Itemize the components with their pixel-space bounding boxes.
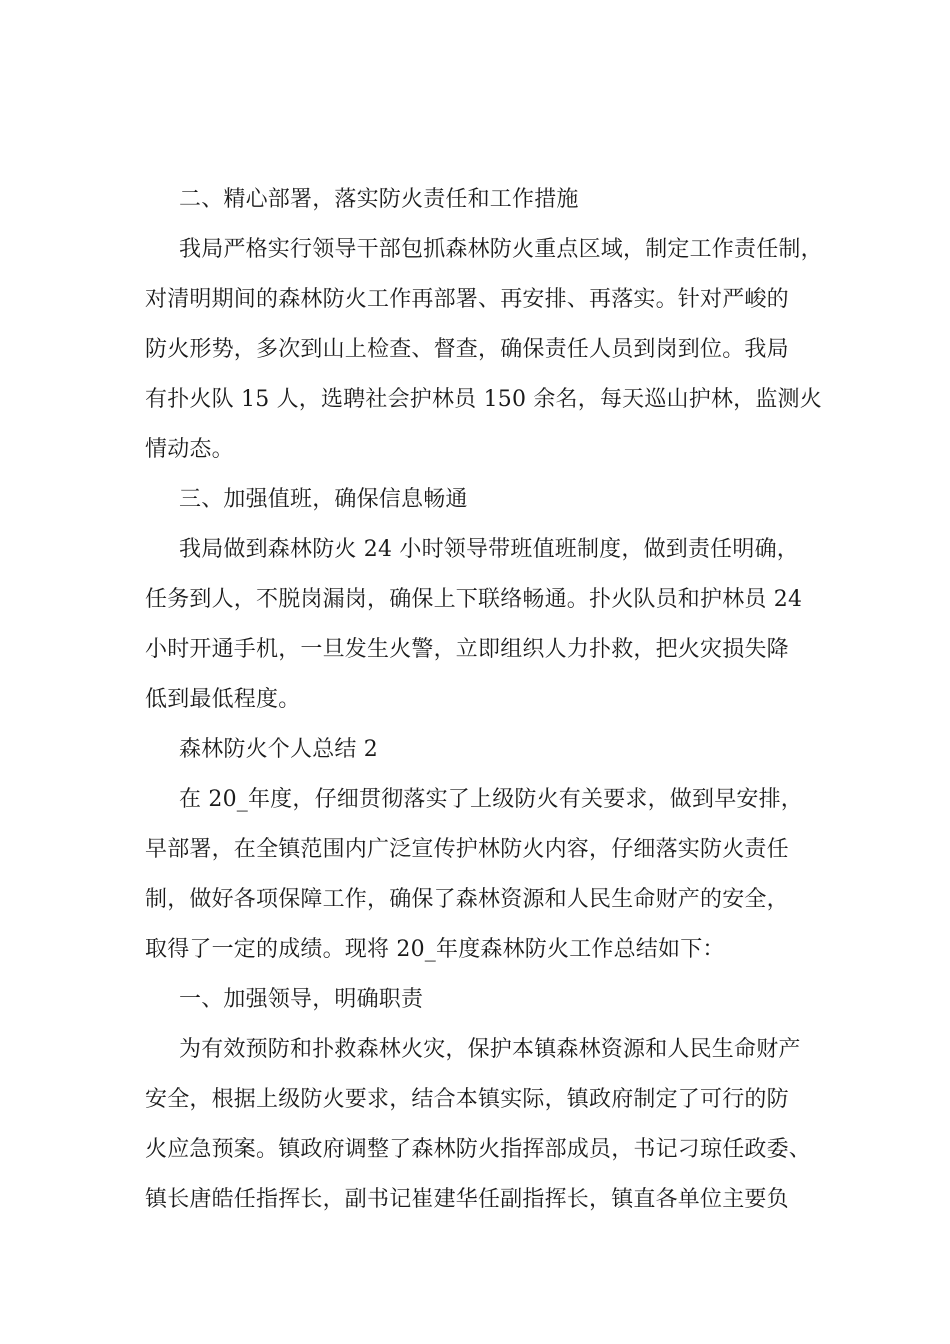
paragraph-line: 小时开通手机，一旦发生火警，立即组织人力扑救，把火灾损失降 [145, 637, 789, 662]
paragraph-line: 制，做好各项保障工作，确保了森林资源和人民生命财产的安全， [145, 887, 789, 912]
section-heading-1: 一、加强领导，明确职责 [179, 987, 424, 1012]
paragraph-line: 火应急预案。镇政府调整了森林防火指挥部成员，书记刁琼任政委、 [145, 1137, 812, 1162]
paragraph-line: 取得了一定的成绩。现将 20_年度森林防火工作总结如下： [145, 937, 725, 962]
paragraph-line: 情动态。 [145, 437, 234, 462]
paragraph-line: 镇长唐皓任指挥长，副书记崔建华任副指挥长，镇直各单位主要负 [145, 1187, 789, 1212]
paragraph-line: 我局严格实行领导干部包抓森林防火重点区域，制定工作责任制， [179, 237, 823, 262]
section-heading-3: 三、加强值班，确保信息畅通 [179, 487, 468, 512]
paragraph-line: 对清明期间的森林防火工作再部署、再安排、再落实。针对严峻的 [145, 287, 789, 312]
paragraph-line: 早部署，在全镇范围内广泛宣传护林防火内容，仔细落实防火责任 [145, 837, 789, 862]
section-heading-2: 二、精心部署，落实防火责任和工作措施 [179, 187, 579, 212]
paragraph-line: 低到最低程度。 [145, 687, 301, 712]
paragraph-line: 防火形势，多次到山上检查、督查，确保责任人员到岗到位。我局 [145, 337, 789, 362]
paragraph-line: 在 20_年度，仔细贯彻落实了上级防火有关要求，做到早安排， [179, 787, 803, 812]
paragraph-line: 为有效预防和扑救森林火灾，保护本镇森林资源和人民生命财产 [179, 1037, 801, 1062]
paragraph-line: 有扑火队 15 人，选聘社会护林员 150 余名，每天巡山护林，监测火 [145, 387, 822, 412]
paragraph-line: 我局做到森林防火 24 小时领导带班值班制度，做到责任明确， [179, 537, 799, 562]
document-title: 森林防火个人总结 2 [179, 737, 378, 762]
paragraph-line: 任务到人，不脱岗漏岗，确保上下联络畅通。扑火队员和护林员 24 [145, 587, 803, 612]
paragraph-line: 安全，根据上级防火要求，结合本镇实际，镇政府制定了可行的防 [145, 1087, 789, 1112]
